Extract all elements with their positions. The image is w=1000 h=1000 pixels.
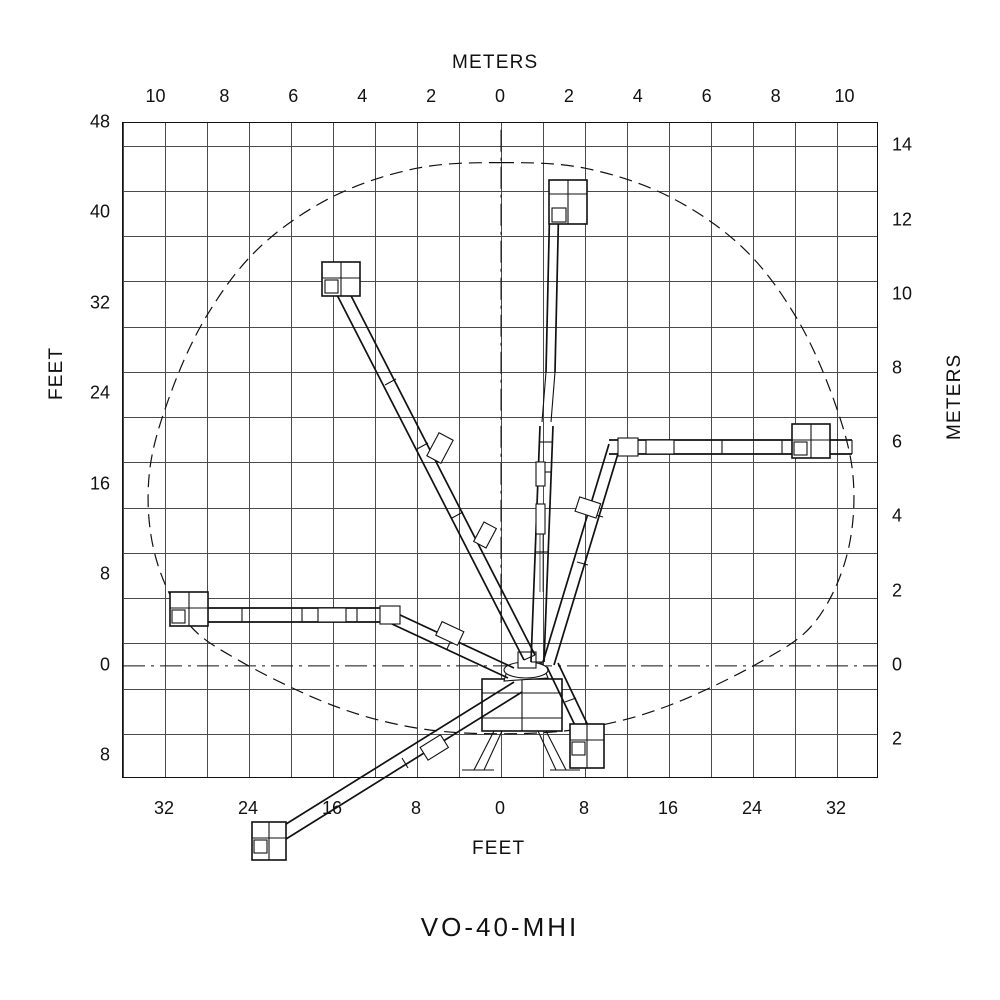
tick-label-top: 10 <box>145 86 166 106</box>
tick-label-right: 12 <box>892 209 913 230</box>
boom-vertical-up <box>531 180 587 662</box>
tick-label-top: 6 <box>288 86 299 106</box>
machine-linework <box>122 122 878 778</box>
axis-title-bottom: FEET <box>472 838 526 859</box>
tick-label-bottom: 32 <box>825 798 847 818</box>
model-name-label: VO-40-MHI <box>420 912 580 942</box>
tick-label-right: 6 <box>892 431 903 452</box>
tick-label-bottom: 24 <box>237 798 259 818</box>
axis-title-top: METERS <box>452 52 539 73</box>
boom-right <box>543 424 852 665</box>
tick-label-left: 32 <box>89 292 110 313</box>
tick-label-bottom: 24 <box>741 798 763 818</box>
tick-label-right: 0 <box>892 654 903 675</box>
tick-label-bottom: 16 <box>657 798 679 818</box>
axis-title-right: METERS <box>944 353 965 440</box>
tick-label-right: 2 <box>892 728 903 749</box>
tick-label-right: 14 <box>892 134 913 155</box>
tick-label-bottom: 0 <box>494 798 506 818</box>
tick-label-top: 4 <box>632 86 643 106</box>
tick-label-left: 8 <box>99 744 110 765</box>
boom-left <box>170 592 514 678</box>
tick-label-top: 8 <box>770 86 781 106</box>
tick-label-top: 10 <box>834 86 855 106</box>
tick-label-bottom: 8 <box>578 798 590 818</box>
tick-label-top: 0 <box>494 86 506 106</box>
tick-label-bottom: 16 <box>321 798 343 818</box>
tick-label-bottom: 8 <box>410 798 422 818</box>
tick-label-right: 8 <box>892 357 903 378</box>
tick-label-left: 40 <box>89 201 110 222</box>
tick-label-right: 10 <box>892 283 913 304</box>
tick-label-left: 8 <box>99 563 110 584</box>
tick-label-left: 48 <box>89 111 110 132</box>
tick-label-top: 4 <box>357 86 368 106</box>
boom-upper-left <box>322 262 535 660</box>
tick-label-top: 2 <box>426 86 437 106</box>
tick-label-top: 2 <box>563 86 574 106</box>
chassis-group <box>462 652 580 770</box>
tick-label-top: 8 <box>219 86 230 106</box>
tick-label-left: 16 <box>89 473 110 494</box>
tick-label-left: 0 <box>99 654 110 675</box>
tick-label-right: 4 <box>892 505 903 526</box>
tick-label-right: 2 <box>892 580 903 601</box>
tick-label-left: 24 <box>89 382 110 403</box>
tick-label-bottom: 32 <box>153 798 175 818</box>
tick-label-top: 6 <box>701 86 712 106</box>
axis-title-left: FEET <box>46 346 67 400</box>
